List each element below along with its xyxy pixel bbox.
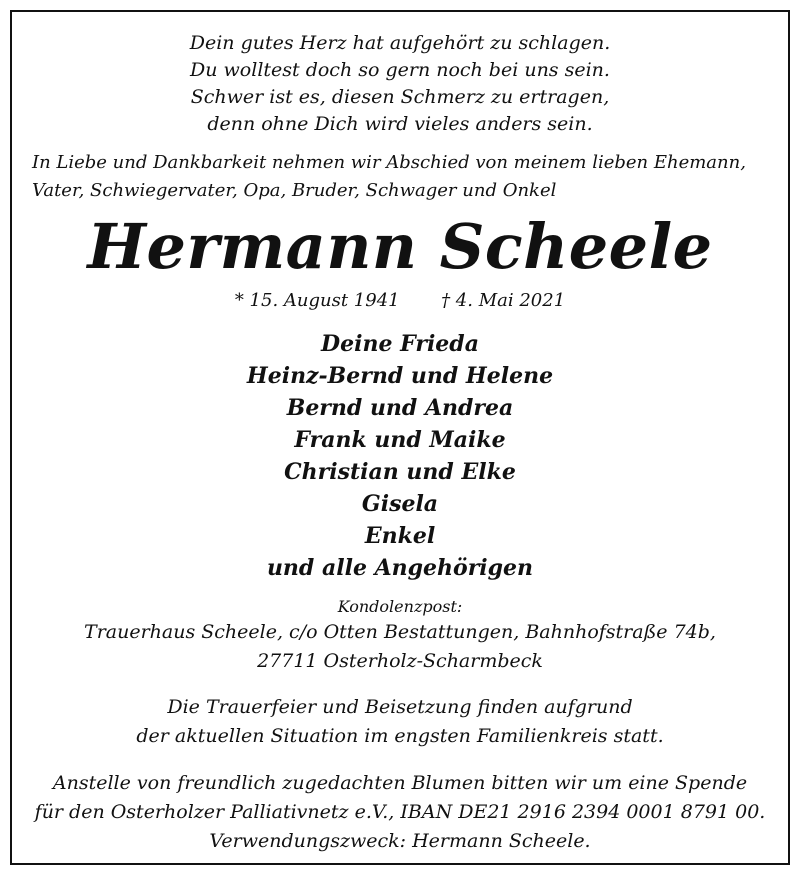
family-member: und alle Angehörigen [266,555,534,581]
birth-date: * 15. August 1941 [234,290,400,311]
family-member: Gisela [361,491,439,517]
poem-line: Du wolltest doch so gern noch bei uns sein. [190,59,610,81]
intro-line: In Liebe und Dankbarkeit nehmen wir Abschied von meinem lieben Ehemann, [32,152,746,173]
poem-line: Schwer ist es, diesen Schmerz zu ertragen, [190,86,610,108]
condolence-label: Kondolenzpost: [337,597,463,616]
family-member: Deine Frieda [321,331,479,357]
death-date: † 4. Mai 2021 [441,290,566,311]
deceased-name: Hermann Scheele [87,210,713,283]
family-member: Enkel [364,523,436,549]
donation-line: Verwendungszweck: Hermann Scheele. [209,830,591,852]
condolence-address: 27711 Osterholz-Scharmbeck [257,650,543,672]
ceremony-line: der aktuellen Situation im engsten Familienkreis statt. [136,725,664,747]
condolence-address: Trauerhaus Scheele, c/o Otten Bestattungen, Bahnhofstraße 74b, [84,621,716,643]
family-member: Frank und Maike [294,427,506,453]
poem-line: denn ohne Dich wird vieles anders sein. [207,113,593,135]
poem-line: Dein gutes Herz hat aufgehört zu schlagen. [189,32,611,54]
obituary-notice [10,10,790,865]
intro-line: Vater, Schwiegervater, Opa, Bruder, Schwager und Onkel [32,180,557,201]
donation-line: Anstelle von freundlich zugedachten Blumen bitten wir um eine Spende [52,772,748,794]
life-dates [12,290,788,311]
family-member: Bernd und Andrea [286,395,514,421]
family-member: Christian und Elke [284,459,516,485]
family-member: Heinz-Bernd und Helene [246,363,554,389]
ceremony-line: Die Trauerfeier und Beisetzung finden aufgrund [167,696,633,718]
donation-line: für den Osterholzer Palliativnetz e.V., IBAN DE21 2916 2394 0001 8791 00. [34,801,766,823]
